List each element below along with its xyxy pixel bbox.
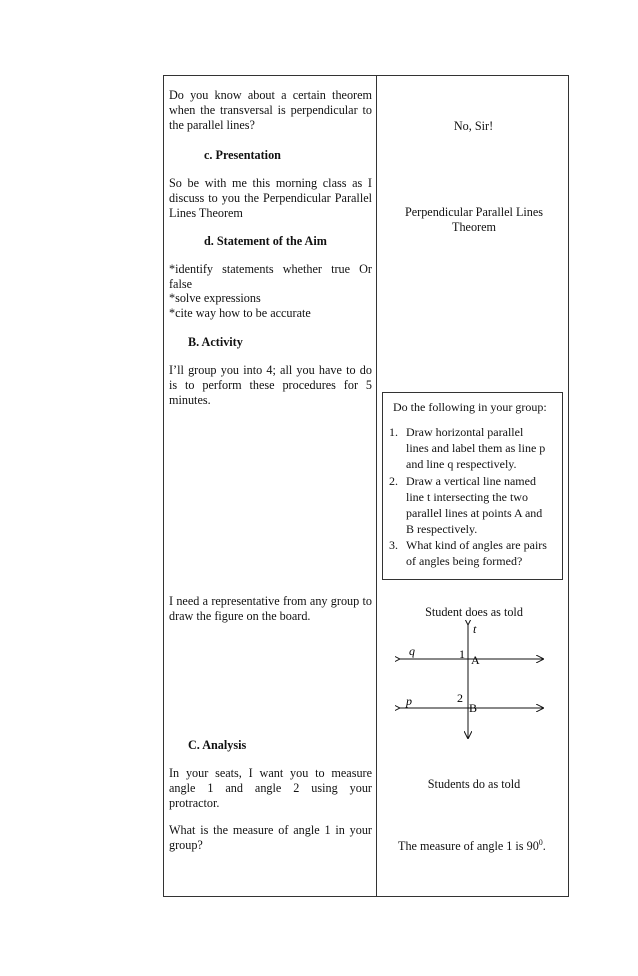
label-q: q bbox=[409, 644, 415, 658]
measure-question: What is the measure of angle 1 in your group? bbox=[169, 823, 372, 852]
column-divider bbox=[376, 75, 377, 897]
instruction-number: 3. bbox=[389, 538, 398, 552]
label-angle-1: 1 bbox=[459, 647, 465, 661]
aim-item: *solve expressions bbox=[169, 291, 261, 305]
instruction-number: 2. bbox=[389, 474, 398, 488]
instruction-line: parallel lines at points A and bbox=[406, 506, 543, 520]
degree-superscript: 0 bbox=[538, 838, 543, 847]
theorem-question: Do you know about a certain theorem when the transversal is perpendicular to the parallel lines? bbox=[169, 88, 372, 132]
instruction-line: lines and label them as line p bbox=[406, 441, 546, 455]
aim-heading: d. Statement of the Aim bbox=[204, 234, 327, 248]
aim-item: *identify statements whether true Or false bbox=[169, 262, 372, 291]
measure-answer bbox=[398, 835, 546, 854]
label-A: A bbox=[471, 653, 480, 667]
instruction-line: line t intersecting the two bbox=[406, 490, 528, 504]
label-angle-2: 2 bbox=[457, 691, 463, 705]
answer-theorem: Perpendicular Parallel Lines Theorem bbox=[404, 205, 544, 234]
presentation-text: So be with me this morning class as I discuss to you the Perpendicular Parallel Lines Theorem bbox=[169, 176, 372, 220]
aim-item: *cite way how to be accurate bbox=[169, 306, 311, 320]
measure-answer-text: The measure of angle 1 is 90 bbox=[398, 839, 539, 854]
representative-text: I need a representative from any group to draw the figure on the board. bbox=[169, 594, 372, 623]
students-do-as-told: Students do as told bbox=[427, 777, 521, 791]
answer-no-sir: No, Sir! bbox=[453, 119, 494, 133]
analysis-text: In your seats, I want you to measure angle 1 and angle 2 using your protractor. bbox=[169, 766, 372, 810]
activity-heading: B. Activity bbox=[188, 335, 243, 349]
presentation-heading: c. Presentation bbox=[204, 148, 281, 162]
instruction-line: B respectively. bbox=[406, 522, 478, 536]
parallel-lines-figure bbox=[395, 620, 555, 742]
instruction-number: 1. bbox=[389, 425, 398, 439]
instruction-line: Draw a vertical line named bbox=[406, 474, 536, 488]
box-title: Do the following in your group: bbox=[393, 400, 547, 414]
student-does-as-told: Student does as told bbox=[425, 605, 523, 619]
label-p: p bbox=[406, 694, 412, 708]
label-t: t bbox=[473, 622, 477, 636]
instruction-line: Draw horizontal parallel bbox=[406, 425, 524, 439]
label-B: B bbox=[469, 701, 478, 715]
instruction-line: of angles being formed? bbox=[406, 554, 523, 568]
measure-answer-period: . bbox=[542, 839, 546, 854]
analysis-heading: C. Analysis bbox=[188, 738, 247, 752]
instruction-line: and line q respectively. bbox=[406, 457, 517, 471]
instruction-line: What kind of angles are pairs bbox=[406, 538, 547, 552]
activity-text: I’ll group you into 4; all you have to do is to perform these procedures for 5 minutes. bbox=[169, 363, 372, 407]
